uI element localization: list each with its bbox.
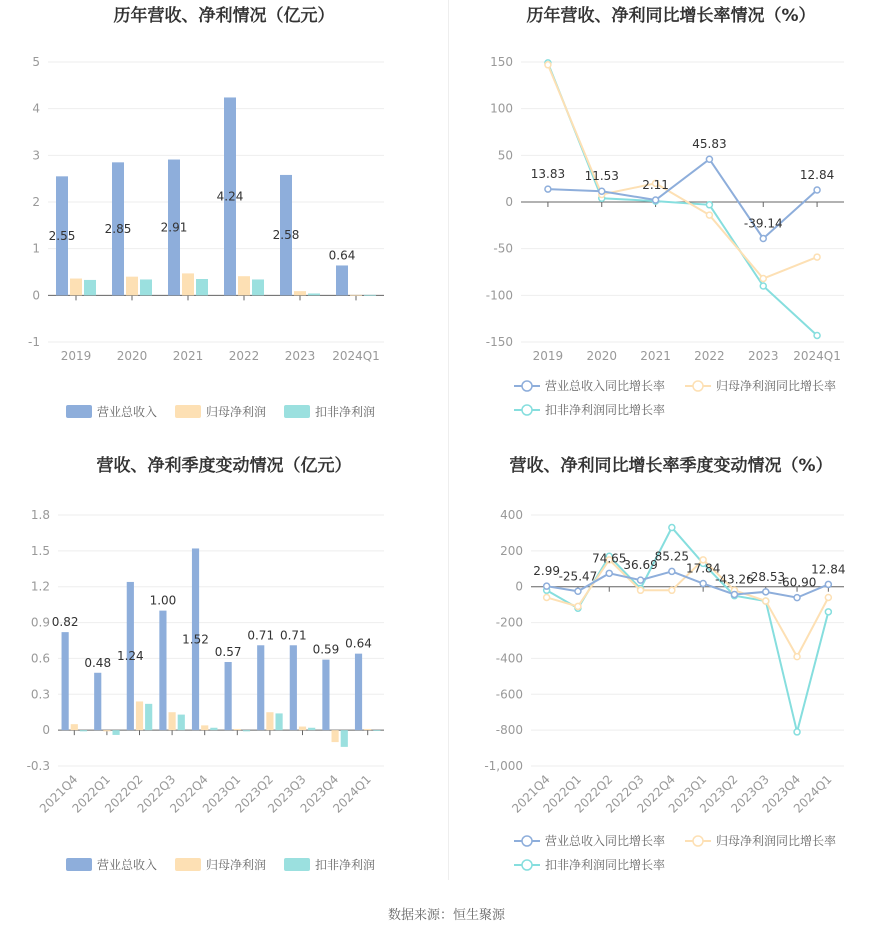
series-point: [599, 188, 605, 194]
x-tick-label: 2020: [586, 349, 618, 363]
legend-label: 归母净利润: [206, 858, 267, 872]
quarterly-revenue-profit-panel: [0, 450, 448, 890]
bar-data-label: 0.71: [247, 628, 275, 643]
legend-marker: [522, 381, 532, 391]
series-point: [825, 594, 831, 600]
series-point: [638, 577, 644, 583]
bar-revenue: [322, 660, 329, 731]
series-point: [763, 589, 769, 595]
bar-data-label: 0.57: [214, 645, 242, 660]
bar-revenue: [62, 632, 69, 730]
y-tick-label: 200: [500, 543, 523, 558]
y-tick-label: 50: [497, 148, 513, 163]
x-tick-label: 2024Q1: [332, 349, 380, 363]
series-point: [700, 581, 706, 587]
x-tick-label: 2021Q4: [509, 772, 553, 816]
bar-net-profit: [70, 279, 82, 296]
legend-label: 营业总收入: [97, 858, 158, 872]
annual-revenue-profit-chart: [0, 0, 448, 440]
x-tick-label: 2019: [532, 349, 564, 363]
bar-net-profit: [364, 729, 371, 730]
x-tick-label: 2021: [172, 349, 204, 363]
legend-label: 扣非净利润: [315, 858, 376, 872]
legend-label: 扣非净利润同比增长率: [545, 858, 666, 872]
bar-data-label: 0.64: [328, 248, 356, 263]
chart-title: 历年营收、净利情况（亿元）: [113, 6, 335, 26]
series-point: [638, 587, 644, 593]
series-point: [575, 588, 581, 594]
bar-net-profit: [201, 725, 208, 730]
y-tick-label: 0.9: [30, 615, 50, 630]
bar-deducted-profit: [84, 280, 96, 295]
bar-deducted-profit: [341, 730, 348, 747]
bar-net-profit: [294, 291, 306, 295]
series-point: [794, 729, 800, 735]
x-tick-label: 2023Q4: [759, 772, 804, 816]
quarterly-growth-panel: [449, 450, 893, 890]
bar-net-profit: [126, 277, 138, 296]
quarterly-growth-chart: [449, 450, 893, 890]
line-data-label: -25.47: [558, 569, 598, 584]
line-data-label: -28.53: [746, 569, 786, 584]
chart-title: 营收、净利同比增长率季度变动情况（%）: [509, 456, 833, 476]
y-tick-label: 100: [490, 101, 513, 116]
y-tick-label: -100: [485, 288, 513, 303]
x-tick-label: 2024Q1: [793, 349, 841, 363]
bar-net-profit: [234, 729, 241, 730]
line-data-label: -39.14: [743, 216, 783, 231]
bar-deducted-profit: [196, 279, 208, 295]
bar-deducted-profit: [112, 730, 119, 735]
bar-data-label: 2.58: [272, 228, 300, 243]
series-point: [814, 254, 820, 260]
line-data-label: 11.53: [584, 169, 619, 184]
series-point: [544, 594, 550, 600]
annual-revenue-profit-panel: [0, 0, 448, 440]
legend-label: 营业总收入同比增长率: [545, 834, 666, 848]
legend-swatch: [284, 405, 310, 418]
y-tick-label: -1,000: [484, 759, 523, 773]
bar-data-label: 0.48: [84, 655, 112, 670]
series-point: [731, 591, 737, 597]
line-data-label: 74.65: [592, 551, 627, 566]
bar-net-profit: [136, 701, 143, 730]
x-tick-label: 2024Q1: [330, 772, 374, 816]
bar-revenue: [336, 265, 348, 295]
bar-deducted-profit: [308, 293, 320, 295]
y-tick-label: 1: [32, 241, 40, 256]
x-tick-label: 2023: [284, 349, 316, 363]
y-tick-label: -200: [495, 615, 523, 630]
x-tick-label: 2023Q2: [232, 772, 277, 816]
bar-data-label: 0.71: [279, 628, 307, 643]
bar-data-label: 1.52: [182, 632, 209, 647]
bar-net-profit: [182, 273, 194, 295]
x-tick-label: 2022Q4: [634, 772, 678, 816]
series-point: [763, 598, 769, 604]
bar-deducted-profit: [80, 730, 87, 731]
legend-label: 归母净利润: [206, 405, 267, 419]
quarterly-revenue-profit-chart: [0, 450, 448, 890]
series-point: [669, 525, 675, 531]
legend-label: 归母净利润同比增长率: [716, 379, 837, 393]
series-point: [653, 197, 659, 203]
line-data-label: 13.83: [530, 167, 566, 182]
line-data-label: -43.26: [715, 572, 754, 587]
legend-label: 归母净利润同比增长率: [716, 834, 837, 848]
x-tick-label: 2022Q4: [167, 772, 211, 816]
y-tick-label: 400: [500, 508, 523, 522]
series-point: [760, 283, 766, 289]
line-data-label: 45.83: [692, 137, 727, 152]
bar-data-label: 0.82: [51, 615, 79, 630]
legend-label: 营业总收入: [97, 405, 158, 419]
chart-title: 营收、净利季度变动情况（亿元）: [96, 456, 352, 476]
legend-label: 营业总收入同比增长率: [545, 379, 666, 393]
bar-deducted-profit: [373, 730, 380, 731]
x-tick-label: 2023Q3: [265, 772, 309, 816]
series-point: [575, 603, 581, 609]
x-tick-label: 2023: [747, 349, 779, 363]
x-tick-label: 2023Q4: [297, 772, 342, 816]
legend-swatch: [284, 858, 310, 871]
bar-deducted-profit: [243, 730, 250, 731]
legend-swatch: [66, 405, 92, 418]
x-tick-label: 2022Q3: [603, 772, 647, 816]
x-tick-label: 2023Q1: [665, 772, 710, 816]
series-point: [794, 654, 800, 660]
y-tick-label: -1: [28, 335, 40, 349]
bar-data-label: 2.55: [48, 228, 76, 243]
legend-swatch: [175, 858, 201, 871]
y-tick-label: 1.8: [30, 508, 50, 522]
series-point: [545, 62, 551, 68]
line-data-label: 12.84: [811, 562, 846, 577]
line-data-label: 2.99: [533, 564, 561, 579]
line-data-label: 17.84: [685, 561, 721, 576]
bar-deducted-profit: [275, 713, 282, 730]
y-tick-label: -400: [495, 651, 523, 666]
y-tick-label: 0.3: [30, 687, 50, 702]
series-point: [706, 202, 712, 208]
bar-net-profit: [299, 727, 306, 731]
bar-data-label: 4.24: [216, 189, 244, 204]
x-tick-label: 2022Q1: [69, 772, 114, 816]
legend-label: 扣非净利润同比增长率: [545, 403, 666, 417]
bar-deducted-profit: [145, 704, 152, 730]
line-data-label: -60.90: [777, 575, 817, 590]
x-tick-label: 2024Q1: [790, 772, 835, 816]
y-tick-label: -600: [495, 687, 523, 702]
line-data-label: 12.84: [799, 168, 835, 183]
bar-deducted-profit: [210, 728, 217, 730]
bar-deducted-profit: [178, 715, 185, 731]
legend-marker: [693, 381, 703, 391]
x-tick-label: 2022Q2: [102, 772, 146, 816]
bar-data-label: 0.64: [345, 636, 372, 651]
bar-deducted-profit: [308, 728, 315, 730]
series-point: [669, 587, 675, 593]
y-tick-label: 0: [505, 195, 513, 209]
y-tick-label: 0: [515, 579, 523, 594]
series-point: [669, 568, 675, 574]
legend-swatch: [175, 405, 201, 418]
annual-growth-panel: [449, 0, 893, 440]
x-tick-label: 2021: [640, 349, 671, 363]
legend-swatch: [66, 858, 92, 871]
chart-title: 历年营收、净利同比增长率情况（%）: [526, 6, 816, 26]
y-tick-label: 0: [42, 723, 50, 738]
legend-marker: [522, 405, 532, 415]
y-tick-label: 0: [32, 288, 40, 303]
series-point: [814, 332, 820, 338]
bar-net-profit: [169, 712, 176, 730]
bar-data-label: 1.00: [149, 593, 177, 608]
line-data-label: 36.69: [623, 558, 658, 573]
y-tick-label: -50: [493, 241, 513, 256]
y-tick-label: -800: [495, 723, 523, 738]
bar-revenue: [159, 611, 166, 731]
x-tick-label: 2022Q3: [134, 772, 179, 816]
series-point: [760, 276, 766, 282]
legend-label: 扣非净利润: [315, 405, 376, 419]
bar-net-profit: [238, 276, 250, 295]
bar-data-label: 2.91: [160, 220, 188, 235]
x-tick-label: 2020: [116, 349, 148, 363]
line-data-label: 2.11: [642, 178, 669, 193]
x-tick-label: 2023Q3: [728, 772, 772, 816]
bar-revenue: [257, 645, 264, 730]
y-tick-label: 5: [32, 55, 40, 69]
series-point: [825, 609, 831, 615]
series-point: [545, 186, 551, 192]
x-tick-label: 2019: [60, 349, 92, 363]
data-source: 数据来源：恒生聚源: [387, 908, 505, 923]
x-tick-label: 2023Q1: [199, 772, 244, 816]
x-tick-label: 2022: [694, 349, 725, 363]
series-point: [706, 156, 712, 162]
y-tick-label: 0.6: [30, 651, 50, 666]
x-tick-label: 2023Q2: [696, 772, 741, 816]
legend-marker: [522, 860, 532, 870]
bar-revenue: [355, 654, 362, 730]
bar-deducted-profit: [140, 279, 152, 295]
x-tick-label: 2021Q4: [36, 772, 81, 816]
y-tick-label: 3: [32, 148, 40, 163]
bar-revenue: [94, 673, 101, 730]
bar-net-profit: [71, 724, 78, 730]
x-tick-label: 2022Q2: [571, 772, 616, 816]
bar-data-label: 1.24: [116, 649, 144, 664]
y-tick-label: -0.3: [26, 759, 50, 773]
series-point: [606, 570, 612, 576]
legend-marker: [693, 836, 703, 846]
bar-revenue: [225, 662, 232, 730]
bar-data-label: 2.85: [104, 221, 132, 236]
y-tick-label: 1.2: [30, 579, 50, 594]
series-point: [825, 581, 831, 587]
bar-deducted-profit: [364, 295, 376, 296]
y-tick-label: 150: [490, 55, 513, 69]
bar-net-profit: [350, 295, 362, 296]
y-tick-label: 4: [32, 101, 40, 116]
x-tick-label: 2022Q1: [540, 772, 585, 816]
annual-growth-chart: [449, 0, 893, 440]
bar-net-profit: [332, 730, 339, 742]
series-point: [814, 187, 820, 193]
y-tick-label: 2: [32, 195, 40, 209]
y-tick-label: 1.5: [30, 543, 50, 558]
legend-marker: [522, 836, 532, 846]
series-point: [706, 212, 712, 218]
bar-net-profit: [266, 712, 273, 730]
y-tick-label: -150: [485, 335, 513, 349]
series-point: [794, 595, 800, 601]
bar-revenue: [290, 645, 297, 730]
bar-deducted-profit: [252, 279, 264, 295]
bar-net-profit: [103, 730, 110, 731]
line-data-label: 85.25: [654, 549, 690, 564]
series-point: [760, 236, 766, 242]
series-point: [544, 583, 550, 589]
x-tick-label: 2022: [228, 349, 260, 363]
bar-data-label: 0.59: [312, 642, 340, 657]
